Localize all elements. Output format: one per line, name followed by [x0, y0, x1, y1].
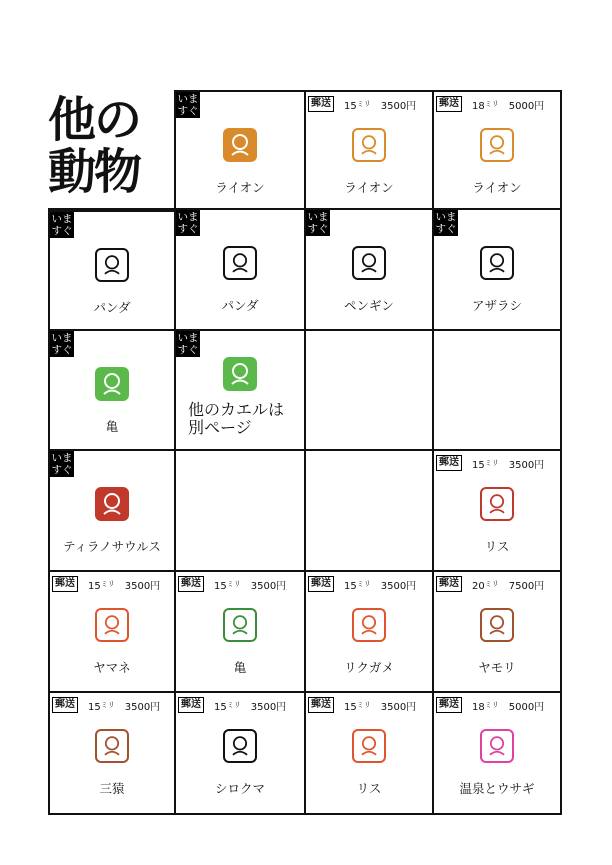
- grid-cell[interactable]: [48, 693, 176, 815]
- badge-line: すぐ: [51, 225, 73, 237]
- frog-stamp-icon: [223, 357, 257, 391]
- yuso-badge: 郵送: [308, 576, 334, 592]
- imasugu-badge: [306, 210, 330, 236]
- yuso-badge: 郵送: [436, 697, 462, 713]
- badge-line: すぐ: [435, 223, 457, 235]
- grid-cell[interactable]: [306, 693, 434, 815]
- price: 3500円: [124, 581, 161, 592]
- badge-line: いま: [51, 213, 73, 225]
- size-unit: ミリ: [356, 100, 371, 108]
- note-line: 別ページ: [188, 418, 252, 437]
- yuso-badge: 郵送: [436, 576, 462, 592]
- item-label: リクガメ: [344, 660, 394, 675]
- size-unit: ミリ: [100, 580, 115, 588]
- grid-cell[interactable]: [48, 210, 176, 331]
- imasugu-badge: [50, 331, 74, 357]
- other-frogs-note: [188, 401, 284, 437]
- size-price: [472, 698, 544, 713]
- price: 3500円: [508, 460, 545, 471]
- price: 7500円: [508, 581, 545, 592]
- item-label: ヤマネ: [93, 660, 131, 675]
- item-label: パンダ: [93, 300, 131, 315]
- squirrel-stamp-icon: [480, 487, 514, 521]
- grid-cell[interactable]: [306, 210, 434, 331]
- onsen-rabbit-stamp-icon: [480, 729, 514, 763]
- grid-cell[interactable]: [176, 90, 306, 210]
- grid-cell[interactable]: [306, 90, 434, 210]
- item-label: ペンギン: [344, 298, 394, 313]
- item-label: 亀: [105, 419, 119, 434]
- yuso-badge: 郵送: [178, 576, 204, 592]
- grid-cell[interactable]: [434, 572, 562, 693]
- grid-cell: [434, 331, 562, 451]
- grid-cell: [306, 451, 434, 572]
- price: 5000円: [508, 702, 545, 713]
- item-label: ヤモリ: [478, 660, 516, 675]
- item-label: リス: [484, 539, 510, 554]
- price: 3500円: [380, 702, 417, 713]
- gecko-stamp-icon: [480, 608, 514, 642]
- yuso-badge: 郵送: [52, 697, 78, 713]
- grid-cell[interactable]: [176, 693, 306, 815]
- grid-cell: [176, 451, 306, 572]
- yuso-badge: 郵送: [436, 455, 462, 471]
- note-line: 他のカエルは: [188, 400, 285, 419]
- seal-stamp-icon: [480, 246, 514, 280]
- size-price: [472, 577, 544, 592]
- grid-cell[interactable]: [176, 572, 306, 693]
- badge-line: いま: [51, 332, 73, 344]
- tortoise-stamp-icon: [352, 608, 386, 642]
- badge-line: いま: [177, 332, 199, 344]
- item-label: リス: [356, 781, 382, 796]
- grid-cell[interactable]: [434, 451, 562, 572]
- yuso-badge: 郵送: [52, 576, 78, 592]
- item-label: ライオン: [472, 180, 522, 195]
- badge-line: すぐ: [177, 223, 199, 235]
- stamp-size: 18: [472, 101, 485, 112]
- item-label: 温泉とウサギ: [459, 781, 535, 796]
- grid-cell[interactable]: [434, 90, 562, 210]
- item-label: ライオン: [344, 180, 394, 195]
- size-price: [344, 97, 416, 112]
- imasugu-badge: [176, 331, 200, 357]
- badge-line: すぐ: [51, 464, 73, 476]
- stamp-size: 15: [344, 101, 357, 112]
- price: 3500円: [250, 702, 287, 713]
- imasugu-badge: [50, 451, 74, 477]
- price: 3500円: [124, 702, 161, 713]
- turtle-stamp-icon: [95, 367, 129, 401]
- price: 5000円: [508, 101, 545, 112]
- panda-kaori-stamp-icon: [223, 246, 257, 280]
- panda-stamp-icon: [95, 248, 129, 282]
- price: 3500円: [250, 581, 287, 592]
- size-price: [88, 577, 160, 592]
- size-unit: ミリ: [484, 580, 499, 588]
- badge-line: すぐ: [307, 223, 329, 235]
- squirrel-chipurita-stamp-icon: [352, 729, 386, 763]
- grid-cell: [176, 331, 306, 451]
- size-unit: ミリ: [356, 580, 371, 588]
- size-price: [344, 577, 416, 592]
- imasugu-badge: [176, 92, 200, 118]
- badge-line: すぐ: [177, 344, 199, 356]
- grid-cell[interactable]: [48, 572, 176, 693]
- item-label: パンダ: [221, 298, 259, 313]
- grid-cell[interactable]: [48, 331, 176, 451]
- stamp-size: 15: [214, 702, 227, 713]
- page-title-line: 動物: [48, 144, 141, 200]
- size-unit: ミリ: [484, 100, 499, 108]
- stamp-size: 20: [472, 581, 485, 592]
- yuso-badge: 郵送: [308, 697, 334, 713]
- dormouse-stamp-icon: [95, 608, 129, 642]
- badge-line: すぐ: [177, 105, 199, 117]
- size-price: [214, 577, 286, 592]
- size-unit: ミリ: [484, 459, 499, 467]
- item-label: 三猿: [99, 781, 125, 796]
- badge-line: いま: [177, 211, 199, 223]
- badge-line: いま: [51, 452, 73, 464]
- trex-stamp-icon: [95, 487, 129, 521]
- stamp-size: 15: [472, 460, 485, 471]
- size-price: [344, 698, 416, 713]
- yuso-badge: 郵送: [178, 697, 204, 713]
- grid-cell: [48, 90, 176, 210]
- item-label: 亀: [233, 660, 247, 675]
- grid-cell[interactable]: [434, 210, 562, 331]
- imasugu-badge: [434, 210, 458, 236]
- yuso-badge: 郵送: [308, 96, 334, 112]
- lion-stamp-icon: [223, 128, 257, 162]
- imasugu-badge: [50, 212, 74, 238]
- size-unit: ミリ: [100, 701, 115, 709]
- imasugu-badge: [176, 210, 200, 236]
- badge-line: いま: [177, 93, 199, 105]
- size-price: [88, 698, 160, 713]
- price: 3500円: [380, 581, 417, 592]
- grid-cell: [306, 331, 434, 451]
- stamp-size: 18: [472, 702, 485, 713]
- badge-line: いま: [307, 211, 329, 223]
- product-grid: [48, 90, 562, 815]
- item-label: ライオン: [215, 180, 265, 195]
- lion-hisashi-stamp-icon: [480, 128, 514, 162]
- size-price: [472, 97, 544, 112]
- grid-cell[interactable]: [48, 451, 176, 572]
- grid-cell[interactable]: [434, 693, 562, 815]
- size-price: [472, 456, 544, 471]
- yuso-badge: 郵送: [436, 96, 462, 112]
- three-monkeys-stamp-icon: [95, 729, 129, 763]
- size-unit: ミリ: [226, 701, 241, 709]
- stamp-size: 15: [344, 702, 357, 713]
- penguin-stamp-icon: [352, 246, 386, 280]
- size-unit: ミリ: [484, 701, 499, 709]
- page-title: [48, 94, 140, 198]
- stamp-size: 15: [88, 581, 101, 592]
- item-label: シロクマ: [214, 781, 265, 796]
- size-price: [214, 698, 286, 713]
- page-title-line: 他の: [48, 92, 141, 148]
- stamp-size: 15: [88, 702, 101, 713]
- price: 3500円: [380, 101, 417, 112]
- stamp-size: 15: [344, 581, 357, 592]
- lion-daichi-stamp-icon: [352, 128, 386, 162]
- size-unit: ミリ: [226, 580, 241, 588]
- grid-cell[interactable]: [306, 572, 434, 693]
- polar-bear-stamp-icon: [223, 729, 257, 763]
- grid-cell[interactable]: [176, 210, 306, 331]
- size-unit: ミリ: [356, 701, 371, 709]
- turtle-kanji-stamp-icon: [223, 608, 257, 642]
- item-label: ティラノサウルス: [63, 539, 161, 554]
- badge-line: すぐ: [51, 344, 73, 356]
- badge-line: いま: [435, 211, 457, 223]
- item-label: アザラシ: [471, 298, 522, 313]
- stamp-size: 15: [214, 581, 227, 592]
